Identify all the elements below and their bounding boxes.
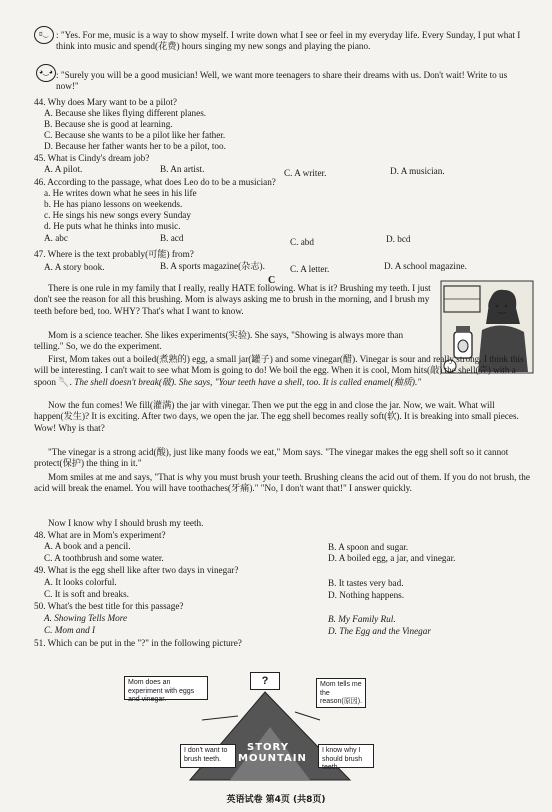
passage-p3-part2: . The shell doesn't break(破). She says, "Your teeth have a shell, too. It is called enamel(釉质)." — [69, 376, 422, 387]
passage-p7: Now I know why I should brush my teeth. — [48, 518, 204, 528]
box-mom-tells-reason: Mom tells me the reason(原因). — [316, 678, 366, 708]
passage-p4: Now the fun comes! We fill(灌满) the jar with vinegar. Then we put the egg in and close the jar. Now, we wait. What will happen(发生)? It is exciting. After two days, we open the jar. The egg shell becomes really soft(软). It is breaking into small pieces. Wow! Why is that? — [34, 400, 519, 433]
question-45: 45. What is Cindy's dream job? — [34, 153, 150, 163]
q45-option-b[interactable]: B. An artist. — [160, 164, 205, 174]
passage-p3-part1: First, Mom takes out a boiled(煮熟的) egg, a small jar(罐子) and some vinegar(醋). Vinegar is sour and really strong. I think this will be interesting. I can't wait to see what Mom is going to do! We boil the egg. When it is cool, Mom hits(敲) the shell(壳) with a spoon — [34, 354, 524, 387]
q46-item-a: a. He writes down what he sees in his life — [44, 188, 197, 198]
q47-option-b[interactable]: B. A sports magazine(杂志). — [160, 261, 265, 271]
leo-face-icon: ಠ‿ — [34, 26, 54, 44]
q44-option-c[interactable]: C. Because she wants to be a pilot like her father. — [44, 130, 226, 140]
q49-option-b[interactable]: B. It tastes very bad. — [328, 578, 404, 588]
host-dialogue — [56, 70, 530, 93]
story-mountain-title — [238, 742, 307, 764]
q46-option-d[interactable]: D. bcd — [386, 234, 411, 244]
q46-item-c: c. He sings his new songs every Sunday — [44, 210, 191, 220]
q46-item-b: b. He has piano lessons on weekends. — [44, 199, 183, 209]
title-story: STORY — [247, 742, 289, 753]
question-50: 50. What's the best title for this passage? — [34, 601, 184, 611]
box-dont-want-brush: I don't want to brush teeth. — [180, 744, 236, 768]
q48-option-a[interactable]: A. A book and a pencil. — [44, 541, 131, 551]
q47-option-c[interactable]: C. A letter. — [290, 264, 330, 274]
q46-option-b[interactable]: B. acd — [160, 233, 184, 243]
question-49: 49. What is the egg shell like after two days in vinegar? — [34, 565, 239, 575]
q48-option-b[interactable]: B. A spoon and sugar. — [328, 542, 409, 552]
question-47: 47. Where is the text probably(可能) from? — [34, 249, 194, 259]
q46-option-a[interactable]: A. abc — [44, 233, 68, 243]
q50-option-b[interactable]: B. My Family Rul. — [328, 614, 396, 624]
box-experiment: Mom does an experiment with eggs and vinegar. — [124, 676, 208, 700]
title-mountain: MOUNTAIN — [238, 753, 307, 764]
q49-option-a[interactable]: A. It looks colorful. — [44, 577, 117, 587]
q44-option-b[interactable]: B. Because she is good at learning. — [44, 119, 173, 129]
box-know-why-brush: I know why I should brush teeth. — [318, 744, 374, 768]
q46-item-d: d. He puts what he thinks into music. — [44, 221, 181, 231]
q44-option-d[interactable]: D. Because her father wants her to be a pilot, too. — [44, 141, 226, 151]
passage-p5: "The vinegar is a strong acid(酸), just like many foods we eat," Mom says. "The vinegar makes the egg shell soft so it cannot protect(保护) the thing in it." — [34, 447, 509, 469]
q47-option-d[interactable]: D. A school magazine. — [384, 261, 467, 271]
page-footer: 英语试卷 第4页 (共8页) — [226, 795, 326, 805]
question-48: 48. What are in Mom's experiment? — [34, 530, 166, 540]
section-letter: C — [268, 275, 276, 286]
q45-option-a[interactable]: A. A pilot. — [44, 164, 83, 174]
q49-option-c[interactable]: C. It is soft and breaks. — [44, 589, 129, 599]
passage-p3 — [34, 354, 528, 388]
q50-option-a[interactable]: A. Showing Tells More — [44, 613, 128, 623]
q48-option-d[interactable]: D. A boiled egg, a jar, and vinegar. — [328, 553, 456, 563]
spoon-icon: 🥄 — [58, 376, 70, 388]
leo-text: : "Yes. For me, music is a way to show myself. I write down what I see or feel in my everyday life. Every Sunday, I put what I think into music and spend(花费) hours singing my new songs and playing the piano. — [56, 30, 521, 52]
q50-option-d[interactable]: D. The Egg and the Vinegar — [328, 626, 431, 636]
question-51: 51. Which can be put in the "?" in the following picture? — [34, 638, 242, 648]
q49-option-d[interactable]: D. Nothing happens. — [328, 590, 405, 600]
q45-option-c[interactable]: C. A writer. — [284, 168, 327, 178]
q46-option-c[interactable]: C. abd — [290, 237, 314, 247]
story-mountain-diagram — [120, 672, 420, 782]
q48-option-c[interactable]: C. A toothbrush and some water. — [44, 553, 164, 563]
passage-p1: There is one rule in my family that I really, really HATE following. What is it? Brushing my teeth. I just don't see the reason for all this brushing. Mom is always asking me to brush in the morning, and I brush my teeth before bed, too. WHY? That's what I want to know. — [34, 283, 431, 316]
passage-p6: Mom smiles at me and says, "That is why you must brush your teeth. Brushing cleans the acid out of them. If you do not brush, the acid will break the enamel. You will have toothaches(牙痛)." "No, I don't want that!" I answer quickly. — [34, 472, 530, 494]
leo-dialogue — [56, 30, 530, 53]
q44-option-a[interactable]: A. Because she likes flying different planes. — [44, 108, 207, 118]
passage-p2: Mom is a science teacher. She likes experiments(实验). She says, "Showing is always more than telling." So, we do the experiment. — [34, 330, 404, 352]
q47-option-a[interactable]: A. A story book. — [44, 262, 105, 272]
q50-option-c[interactable]: C. Mom and I — [44, 625, 96, 635]
host-text: : "Surely you will be a good musician! Well, we want more teenagers to share their dreams with us. Don't wait! Write to us now!" — [56, 70, 508, 92]
box-question-mark: ? — [250, 672, 280, 690]
smiling-face-icon: ◕‿◕ — [36, 64, 56, 82]
q45-option-d[interactable]: D. A musician. — [390, 166, 445, 176]
question-46: 46. According to the passage, what does Leo do to be a musician? — [34, 177, 276, 187]
question-44: 44. Why does Mary want to be a pilot? — [34, 97, 177, 107]
